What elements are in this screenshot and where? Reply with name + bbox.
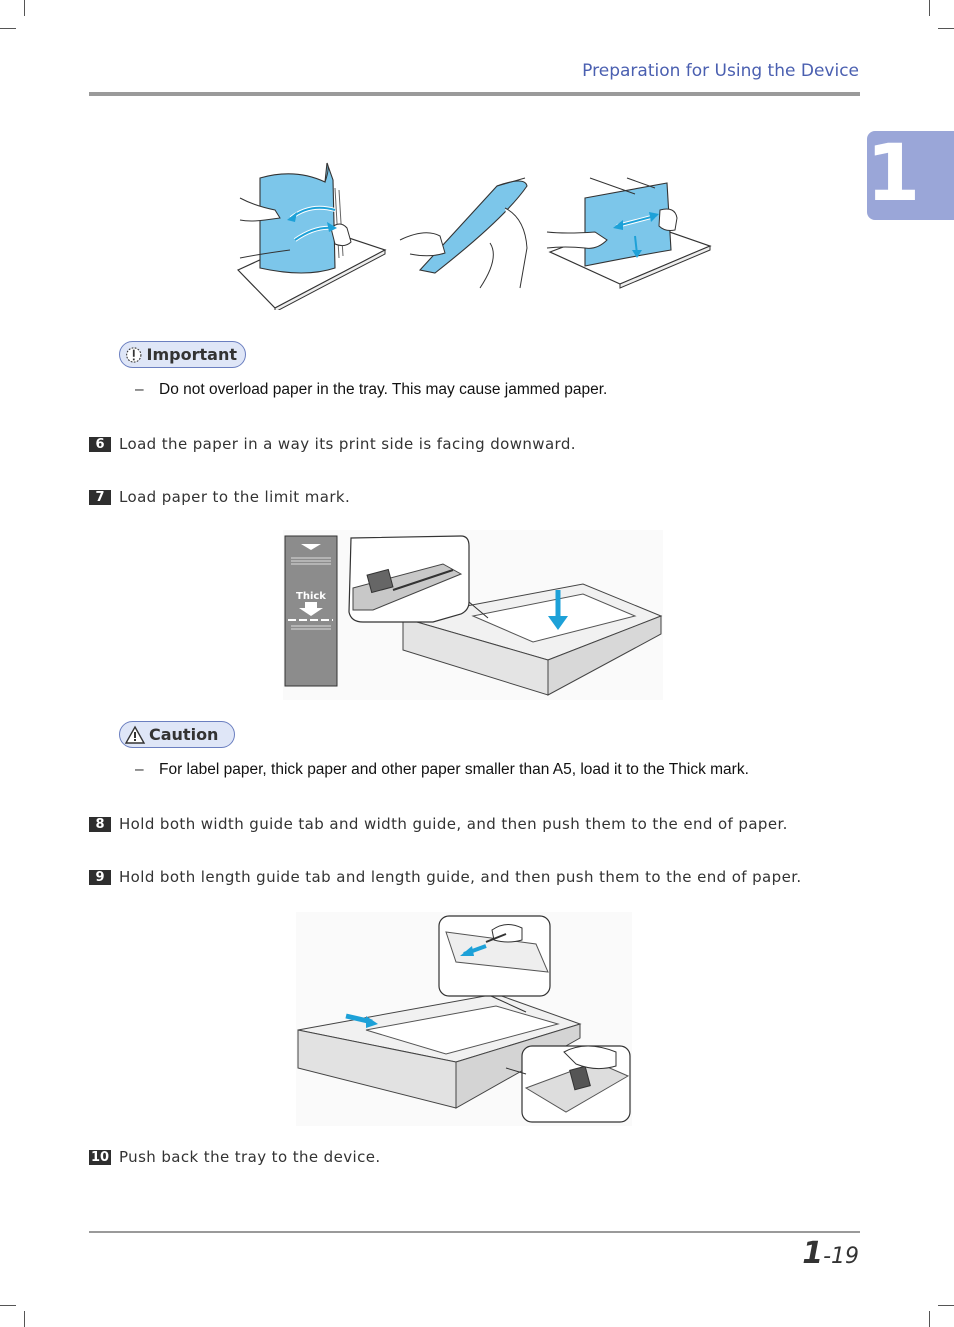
footer-rule bbox=[89, 1231, 860, 1233]
crop-mark bbox=[938, 28, 954, 29]
step-10 bbox=[89, 1148, 381, 1166]
step-number: 9 bbox=[89, 870, 111, 885]
page-index: -19 bbox=[823, 1244, 859, 1269]
header-title: Preparation for Using the Device bbox=[582, 61, 859, 81]
step-8 bbox=[89, 815, 788, 833]
step-number: 6 bbox=[89, 437, 111, 452]
important-label: Important bbox=[146, 345, 237, 364]
important-note bbox=[135, 381, 607, 399]
important-badge bbox=[119, 341, 246, 368]
important-text: Do not overload paper in the tray. This may cause jammed paper. bbox=[159, 381, 608, 398]
chapter-tab-number: 1 bbox=[866, 129, 921, 219]
warning-triangle-icon bbox=[124, 724, 146, 746]
note-dash: – bbox=[135, 381, 144, 398]
fan-paper-illustration bbox=[235, 158, 715, 310]
step-text: Push back the tray to the device. bbox=[119, 1148, 381, 1166]
crop-mark bbox=[24, 0, 25, 16]
step-number: 7 bbox=[89, 490, 111, 505]
caution-note bbox=[135, 761, 749, 779]
step-6 bbox=[89, 435, 576, 453]
tray-limit-mark-illustration bbox=[283, 530, 663, 700]
crop-mark bbox=[24, 1311, 25, 1327]
step-text: Load paper to the limit mark. bbox=[119, 488, 351, 506]
crop-mark bbox=[0, 1305, 16, 1306]
header-rule bbox=[89, 92, 860, 96]
crop-mark bbox=[929, 1311, 930, 1327]
crop-mark bbox=[938, 1305, 954, 1306]
caution-label: Caution bbox=[149, 725, 219, 744]
caution-badge bbox=[119, 721, 235, 748]
note-dash: – bbox=[135, 761, 144, 778]
step-text: Hold both length guide tab and length guide, and then push them to the end of paper. bbox=[119, 868, 802, 886]
step-text: Hold both width guide tab and width guide, and then push them to the end of paper. bbox=[119, 815, 788, 833]
tray-guides-illustration bbox=[296, 912, 632, 1126]
step-9 bbox=[89, 868, 802, 886]
important-icon bbox=[124, 344, 144, 366]
step-number: 8 bbox=[89, 817, 111, 832]
step-number: 10 bbox=[90, 1149, 110, 1165]
crop-mark bbox=[0, 28, 16, 29]
thick-mark-label: Thick bbox=[296, 591, 326, 602]
step-7 bbox=[89, 488, 350, 506]
caution-text: For label paper, thick paper and other paper smaller than A5, load it to the Thick mark. bbox=[159, 761, 749, 778]
page-number bbox=[802, 1236, 859, 1271]
crop-mark bbox=[929, 0, 930, 16]
step-text: Load the paper in a way its print side is facing downward. bbox=[119, 435, 576, 453]
page-chapter: 1 bbox=[802, 1236, 824, 1271]
